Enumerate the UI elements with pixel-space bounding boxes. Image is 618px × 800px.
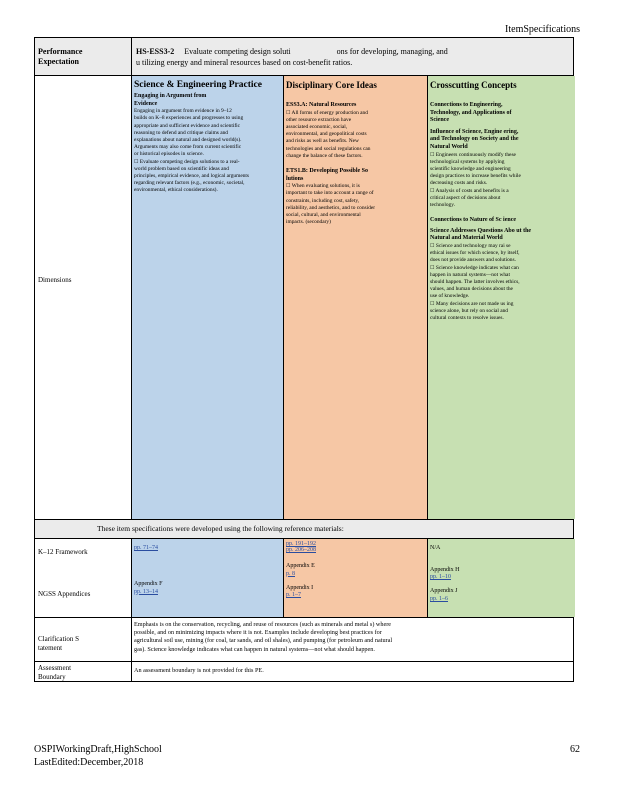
assessment-cell xyxy=(131,662,575,682)
ccc-item-5 xyxy=(430,301,520,323)
ccc-subtitle-3: Connections to Nature of Sc ience xyxy=(430,217,517,224)
pe-code: HS-ESS3-2 xyxy=(136,47,175,56)
assessment-text: An assessment boundary is not provided for this PE. xyxy=(134,667,264,674)
ccc-item-4 xyxy=(430,265,520,301)
dci-appendix-1: Appendix E xyxy=(286,563,315,569)
checkbox-bullet-icon: ☐ xyxy=(286,183,291,190)
sep-subtitle: Engaging in Argument from Evidence xyxy=(134,93,207,107)
k12-sep-link[interactable]: pp. 71–74 xyxy=(134,545,158,551)
ccc-appendix-link-2[interactable]: pp. 1–6 xyxy=(430,595,448,602)
ccc-item-3 xyxy=(430,243,520,265)
pe-text-2: u tilizing energy and mineral resources based on cost-benefit ratios. xyxy=(136,58,353,67)
sep-appendix: Appendix F xyxy=(134,581,163,587)
ccc-title: Crosscutting Concepts xyxy=(430,80,517,90)
dci-item-1 xyxy=(286,110,374,160)
ccc-column xyxy=(427,76,575,519)
ccc-appendix-1: Appendix H xyxy=(430,566,460,573)
ccc-appendix-2: Appendix J xyxy=(430,588,458,595)
page-number: 62 xyxy=(570,744,580,755)
checkbox-bullet-icon: ☐ xyxy=(430,151,435,158)
dimensions-label: Dimensions xyxy=(38,276,72,284)
footer-org: OSPIWorkingDraft,HighSchool xyxy=(34,744,162,755)
ccc-subtitle-4: Science Addresses Questions Abo ut the Natural and Material World xyxy=(430,227,532,242)
checkbox-bullet-icon: ☐ xyxy=(430,187,435,194)
sep-body: Engaging in argument from evidence in 9–12 builds on K–8 experiences and progresses to using appropriate and sufficient evidence and scientific reasoning to defend and critique claims and explanations about natural and designed world(s). Arguments may also come from current scientific or historical episodes in science. xyxy=(134,108,244,158)
pe-text-1: Evaluate competing design soluti xyxy=(184,47,291,56)
dci-title: Disciplinary Core Ideas xyxy=(286,80,377,90)
ccc-item-2 xyxy=(430,188,522,210)
ccc-bullet-3: Science and technology may rai se ethical issues for which science, by itself, does not provide answers and solutions. xyxy=(430,242,520,264)
ccc-bullet-4: Science knowledge indicates what can happen in natural systems—not what should happen. The latter involves ethics, values, and human decisions about the use of knowledge. xyxy=(430,264,520,300)
k12-dci-link-1[interactable]: pp. 191–192 xyxy=(286,541,316,547)
checkbox-bullet-icon: ☐ xyxy=(430,264,435,271)
ccc-subtitle-1: Connections to Engineering, Technology, and Applications of Science xyxy=(430,102,512,124)
ccc-refs xyxy=(427,539,575,617)
refs-row xyxy=(35,539,573,618)
dci-body-2: When evaluating solutions, it is important to take into account a range of constraints, including cost, safety, reliability, and aesthetics, and to consider social, cultural, and environmental impacts. (secondary) xyxy=(286,183,376,226)
running-header: ItemSpecifications xyxy=(505,24,580,35)
footer-edited: LastEdited:December,2018 xyxy=(34,757,144,768)
dimensions-row xyxy=(35,76,573,520)
ccc-bullet-5: Many decisions are not made us ing science alone, but rely on social and cultural contexts to resolve issues. xyxy=(430,300,514,321)
spec-table xyxy=(34,37,574,682)
clarification-row xyxy=(35,618,573,662)
refs-banner: These item specifications were developed using the following reference materials: xyxy=(97,524,344,533)
sep-column xyxy=(131,76,283,519)
k12-ccc: N/A xyxy=(430,545,441,551)
clarification-label: Clarification S tatement xyxy=(38,635,80,652)
sep-title: Science & Engineering Practice xyxy=(134,80,262,90)
ccc-item-1 xyxy=(430,152,522,188)
pe-label: Performance Expectation xyxy=(38,47,83,66)
dci-column xyxy=(283,76,427,519)
refs-banner-row xyxy=(35,520,573,539)
checkbox-bullet-icon: ☐ xyxy=(430,242,435,249)
dci-appendix-2: Appendix I xyxy=(286,584,314,591)
dci-subtitle-2: ETS1.B: Developing Possible So lutions xyxy=(286,168,369,182)
pe-row xyxy=(35,38,573,76)
dci-subtitle-1: ESS3.A: Natural Resources xyxy=(286,102,357,108)
ccc-subtitle-2: Influence of Science, Engine ering, and Technology on Society and the Natural World xyxy=(430,128,519,150)
dci-appendix-link-2[interactable]: p. 1–7 xyxy=(286,592,301,599)
checkbox-bullet-icon: ☐ xyxy=(430,300,435,307)
k12-label: K–12 Framework xyxy=(38,548,88,556)
sep-appendix-link[interactable]: pp. 13–14 xyxy=(134,588,158,595)
checkbox-bullet-icon: ☐ xyxy=(134,158,139,165)
dci-appendix-link-1[interactable]: p. 8 xyxy=(286,570,295,577)
assessment-label: Assessment Boundary xyxy=(38,664,72,681)
dci-refs xyxy=(283,539,427,617)
sep-bullet: Evaluate competing design solutions to a real-world problem based on scientific ideas and principles, empirical evidence, and logical arguments regarding relevant factors (e.g., economic, societal, environmental, ethical considerations). xyxy=(134,158,250,194)
clarification-text: Emphasis is on the conservation, recycling, and reuse of resources (such as minerals and metal s) where possible, and on minimizing impacts where it is not. Examples include developing best practices for agricultural soil use, mining (for coal, tar sands, and oil shales), and pumping (for petroleum and natural gas). Science knowledge indicates what can happen in natural systems—not what should happen. xyxy=(134,621,393,653)
ccc-appendix-link-1[interactable]: pp. 1–10 xyxy=(430,574,451,581)
sep-bullet-item xyxy=(134,159,252,195)
clarification-cell xyxy=(131,618,575,661)
ccc-bullet-1: Engineers continuously modify these technological systems by applying scientific knowledge and engineering design practices to increase benefits while decreasing costs and risks. xyxy=(430,151,521,187)
ccc-bullet-2: Analysis of costs and benefits is a critical aspect of decisions about technology. xyxy=(430,187,509,208)
sep-refs xyxy=(131,539,283,617)
assessment-row xyxy=(35,662,573,682)
dci-item-2 xyxy=(286,183,376,226)
dci-body-1: All forms of energy production and other resource extraction have associated economic, social, environmental, and geopolitical costs and risks as well as benefits. New technologies and social regulations can change the balance of these factors. xyxy=(286,109,371,159)
checkbox-bullet-icon: ☐ xyxy=(286,109,291,116)
ngss-label: NGSS Appendices xyxy=(38,590,91,598)
pe-text-1b: ons for developing, managing, and xyxy=(336,47,448,56)
k12-dci-link-2[interactable]: pp. 206–208 xyxy=(286,547,316,553)
pe-cell xyxy=(131,38,575,75)
